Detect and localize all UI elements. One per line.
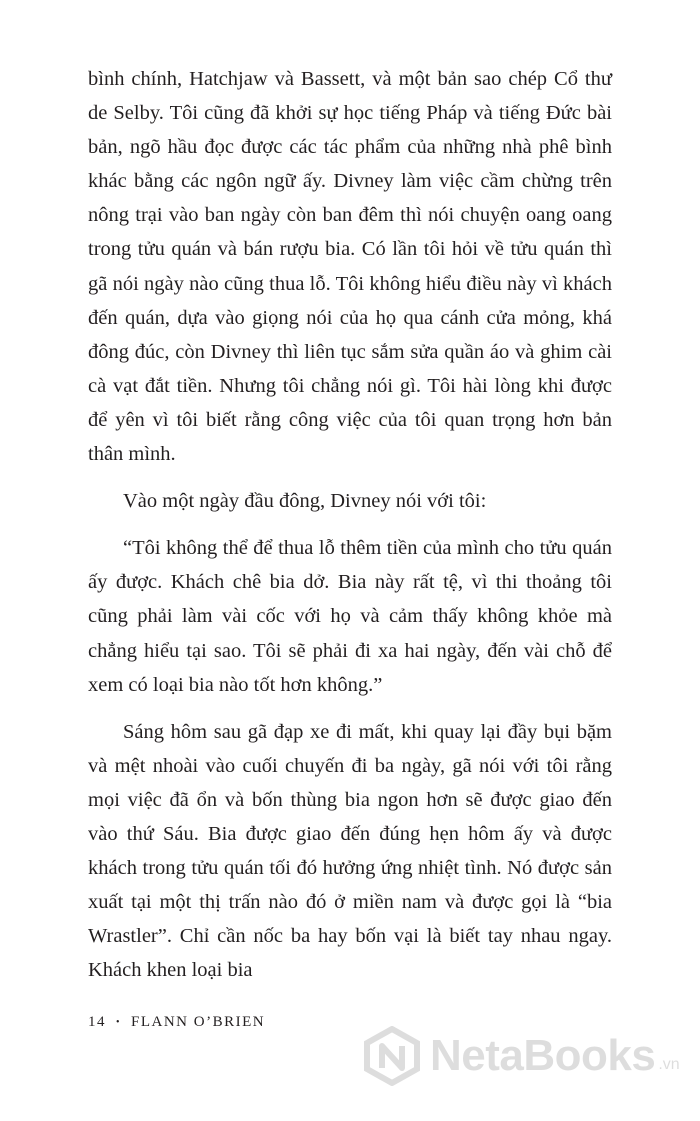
page-number: 14 [88, 1014, 106, 1030]
paragraph-2: Vào một ngày đầu đông, Divney nói với tôi: [123, 490, 487, 513]
watermark [362, 1016, 682, 1096]
author-name: FLANN O’BRIEN [131, 1014, 266, 1030]
running-footer [88, 1014, 265, 1031]
paragraph-3: “Tôi không thể để thua lỗ thêm tiền của mình cho tửu quán ấy được. Khách chê bia dở. Bia này rất tệ, vì thi thoảng tôi cũng phải làm vài cốc với họ và cảm thấy không khỏe mà chẳng hiểu tại sao. Tôi sẽ phải đi xa hai ngày, đến vài chỗ để xem có loại bia nào tốt hơn không.” [88, 537, 612, 696]
page-body [88, 62, 612, 1000]
watermark-suffix: .vn [658, 1056, 680, 1073]
watermark-brand: NetaBooks [430, 1031, 656, 1080]
paragraph-4: Sáng hôm sau gã đạp xe đi mất, khi quay lại đầy bụi bặm và mệt nhoài vào cuối chuyến đi ba ngày, gã nói với tôi rằng mọi việc đã ổn và bốn thùng bia ngon hơn sẽ được giao đến vào thứ Sáu. Bia được giao đến đúng hẹn hôm ấy và được khách trong tửu quán tối đó hưởng ứng nhiệt tình. Nó được sản xuất tại một thị trấn nào đó ở miền nam và được gọi là “bia Wrastler”. Chỉ cần nốc ba hay bốn vại là biết tay nhau ngay. Khách khen loại bia [88, 720, 612, 982]
footer-bullet: • [116, 1017, 122, 1028]
n-logo-icon [362, 1026, 422, 1086]
paragraph-1: bình chính, Hatchjaw và Bassett, và một bản sao chép Cổ thư de Selby. Tôi cũng đã khởi sự học tiếng Pháp và tiếng Đức bài bản, ngõ hầu đọc được các tác phẩm của những nhà phê bình khác bằng các ngôn ngữ ấy. Divney làm việc cầm chừng trên nông trại vào ban ngày còn ban đêm thì nói chuyện oang oang trong tửu quán và bán rượu bia. Có lần tôi hỏi về tửu quán thì gã nói ngày nào cũng thua lỗ. Tôi không hiểu điều này vì khách đến quán, dựa vào giọng nói của họ qua cánh cửa mỏng, khá đông đúc, còn Divney thì liên tục sắm sửa quần áo và ghim cài cà vạt đắt tiền. Nhưng tôi chẳng nói gì. Tôi hài lòng khi được để yên vì tôi biết rằng công việc của tôi quan trọng hơn bản thân mình. [88, 68, 612, 466]
